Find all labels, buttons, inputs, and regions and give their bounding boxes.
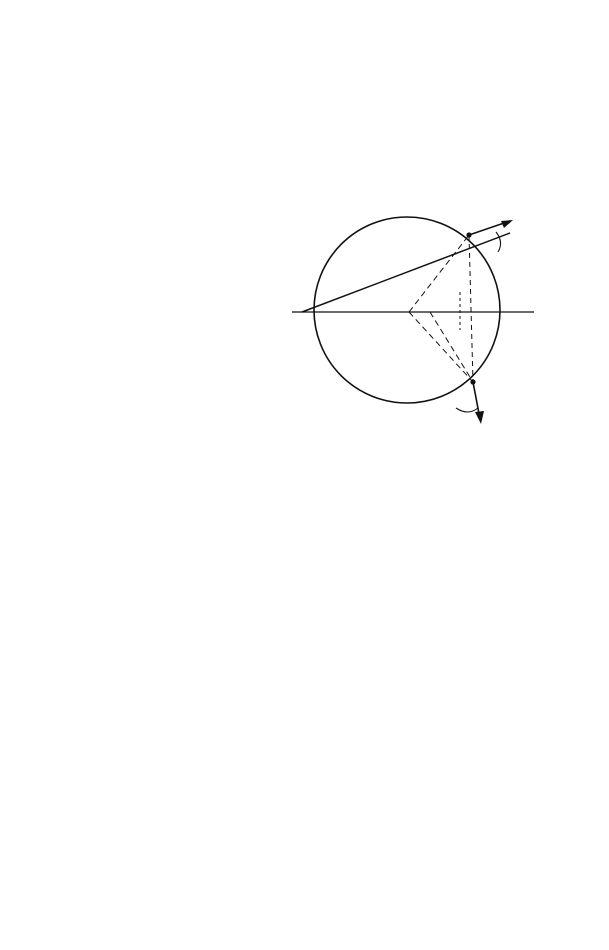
point-r2 xyxy=(466,232,471,237)
line-r1-extension xyxy=(430,312,473,382)
arrow-s1-head xyxy=(475,411,484,424)
figure-12-1-diagram xyxy=(282,204,542,452)
chord-r1-r2 xyxy=(469,235,473,382)
point-r1 xyxy=(470,379,475,384)
beta-arc-top xyxy=(496,232,501,252)
line-q-r2 xyxy=(302,233,510,312)
radius-m-r1 xyxy=(409,312,473,382)
beta-arc-bottom xyxy=(456,408,478,412)
arrow-s2-head xyxy=(501,220,513,228)
circle-k0 xyxy=(314,217,500,403)
